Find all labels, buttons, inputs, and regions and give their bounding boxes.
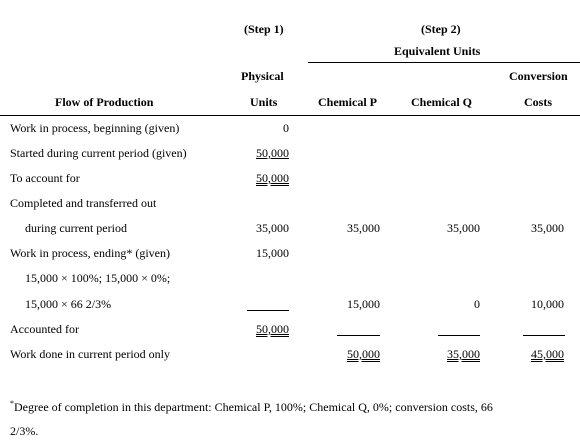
chemical-q-heading: Chemical Q [411, 95, 472, 109]
conversion-wip-end: 10,000 [531, 297, 564, 311]
row-label-wip-begin: Work in process, beginning (given) [10, 121, 180, 135]
units-completed: 35,000 [256, 221, 289, 235]
chemical-q-completed: 35,000 [447, 221, 480, 235]
row-label-calc-2: 15,000 × 66 2/3% [25, 297, 112, 311]
row-label-work-done: Work done in current period only [10, 347, 170, 361]
row-label-accounted: Accounted for [10, 322, 79, 336]
footnote-mark: * [10, 399, 14, 408]
row-label-to-account: To account for [10, 171, 80, 185]
conversion-subtotal-rule [523, 335, 565, 336]
units-accounted: 50,000 [256, 322, 289, 336]
row-label-started: Started during current period (given) [10, 146, 187, 160]
footnote-line-1 [10, 400, 493, 414]
row-label-completed-2: during current period [25, 221, 127, 235]
chemical-p-completed: 35,000 [347, 221, 380, 235]
physical-heading: Physical [241, 69, 284, 83]
row-label-completed-1: Completed and transferred out [10, 196, 157, 210]
conversion-completed: 35,000 [531, 221, 564, 235]
row-label-calc-1: 15,000 × 100%; 15,000 × 0%; [25, 271, 171, 285]
row-label-wip-end: Work in process, ending* (given) [10, 246, 170, 260]
equivalent-units-rule [308, 62, 580, 63]
units-heading: Units [250, 95, 278, 109]
units-wip-begin: 0 [283, 121, 289, 135]
units-started: 50,000 [256, 146, 289, 160]
chemical-q-subtotal-rule [438, 335, 480, 336]
chemical-q-work-done: 35,000 [447, 347, 480, 361]
conversion-work-done: 45,000 [531, 347, 564, 361]
units-wip-end: 15,000 [256, 246, 289, 260]
chemical-p-work-done: 50,000 [347, 347, 380, 361]
footnote-line-2: 2/3%. [10, 424, 39, 438]
equivalent-units-heading: Equivalent Units [394, 44, 481, 58]
units-to-account: 50,000 [256, 171, 289, 185]
step2-heading: (Step 2) [421, 22, 461, 36]
flow-of-production-heading: Flow of Production [55, 95, 154, 109]
costs-heading: Costs [524, 95, 553, 109]
step1-heading: (Step 1) [244, 22, 284, 36]
chemical-p-heading: Chemical P [318, 95, 377, 109]
chemical-p-subtotal-rule [337, 335, 380, 336]
chemical-p-wip-end: 15,000 [347, 297, 380, 311]
conversion-heading: Conversion [509, 69, 568, 83]
header-rule [0, 115, 580, 116]
units-blank-rule [247, 310, 289, 311]
chemical-q-wip-end: 0 [474, 297, 480, 311]
footnote-text-1: Degree of completion in this department: Chemical P, 100%; Chemical Q, 0%; conversion costs, 66 [14, 400, 493, 414]
